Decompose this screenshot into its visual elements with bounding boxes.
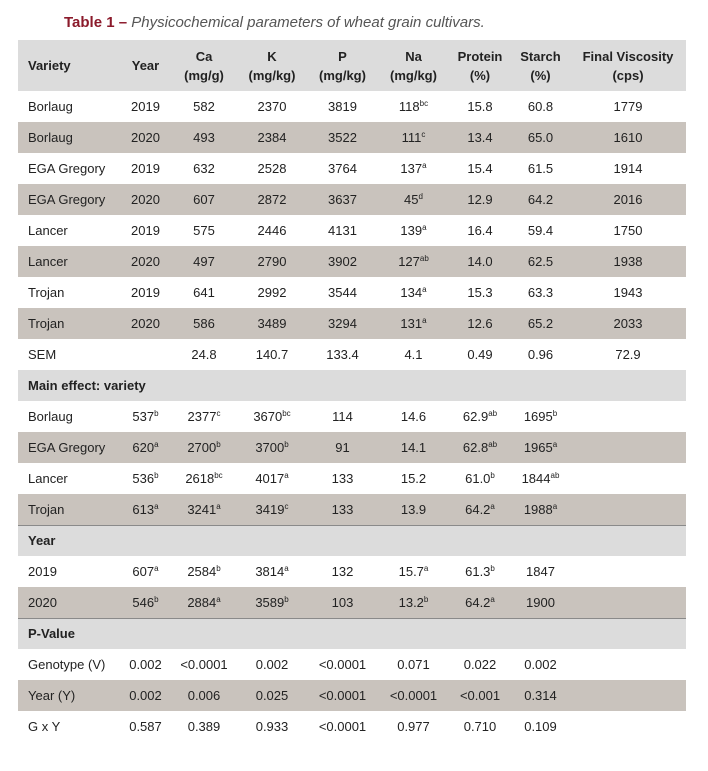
cell-viscosity: 2016 <box>613 192 643 207</box>
cell-value: 3814$^a$ <box>255 564 289 579</box>
cell-protein: 12.9 <box>467 192 493 207</box>
cell-value: 15.2 <box>400 471 427 486</box>
cell-value: 14.6 <box>400 409 427 424</box>
cell-value: 13.9 <box>400 501 427 517</box>
cell-ca: 493 <box>193 130 215 145</box>
cell-na: 137$^a$ <box>400 161 427 176</box>
cell-na: 139$^a$ <box>400 223 427 238</box>
header-protein: Protein (%) <box>457 48 503 83</box>
cell-value: 15.7$^a$ <box>398 564 429 579</box>
cell-value: 2377$^c$ <box>187 409 221 424</box>
cell-value: 2884$^a$ <box>187 594 221 610</box>
sem-na: 4.1 <box>404 347 423 362</box>
sem-p: 133.4 <box>326 347 359 362</box>
table-row <box>18 587 686 618</box>
cell-value: 537$^b$ <box>132 409 159 424</box>
cell-value: 2584$^b$ <box>187 564 221 579</box>
cell-ca: 575 <box>193 223 215 238</box>
table-row <box>18 246 686 277</box>
cell-variety: Borlaug <box>28 409 73 424</box>
cell-value: 4017$^a$ <box>255 471 289 486</box>
cell-value: 133 <box>331 501 354 517</box>
section-heading-row <box>18 618 686 649</box>
section-heading-pvalue: P-Value <box>18 618 686 649</box>
table-row <box>18 215 686 246</box>
cell-year: 2019 <box>131 99 160 114</box>
cell-value: 62.8$^{ab}$ <box>462 440 498 455</box>
cell-variety: EGA Gregory <box>28 192 106 207</box>
cell-variety: EGA Gregory <box>28 161 106 176</box>
header-ca: Ca (mg/g) <box>184 48 224 83</box>
cell-value: 133 <box>331 471 354 486</box>
cell-ca: 582 <box>193 99 215 114</box>
cell-value: 0.071 <box>397 657 430 672</box>
cell-viscosity: 1750 <box>613 223 643 238</box>
cell-effect-label: G x Y <box>28 719 61 734</box>
cell-viscosity: 2033 <box>613 316 643 331</box>
cell-variety: Borlaug <box>28 130 73 145</box>
cell-value: $2618^{bc}$ <box>185 471 223 486</box>
table-row <box>18 649 686 680</box>
sem-row <box>18 339 686 370</box>
cell-variety: Trojan <box>28 316 65 331</box>
table-caption <box>64 14 485 31</box>
cell-k: 2384 <box>257 130 287 145</box>
table-row <box>18 184 686 215</box>
table-row <box>18 91 686 122</box>
cell-value: 1988$^a$ <box>523 501 558 517</box>
cell-value: 1965$^a$ <box>523 440 558 455</box>
header-na: Na (mg/kg) <box>390 48 437 83</box>
cell-variety: Borlaug <box>28 99 73 114</box>
cell-variety: Lancer <box>28 471 68 486</box>
cell-value: 0.109 <box>524 719 557 734</box>
cell-k: 2872 <box>257 192 287 207</box>
cell-protein: 14.0 <box>467 254 493 269</box>
cell-value: <0.0001 <box>318 657 367 672</box>
table-row <box>18 401 686 432</box>
cell-value: 13.2$^b$ <box>398 594 429 610</box>
cell-na: $127^{ab}$ <box>398 254 429 269</box>
sem-ca: 24.8 <box>191 347 217 362</box>
cell-value: 64.2$^a$ <box>465 594 495 610</box>
cell-na: 134$^a$ <box>400 285 427 300</box>
cell-k: 3489 <box>257 316 287 331</box>
cell-ca: 607 <box>193 192 215 207</box>
cell-starch: 65.0 <box>527 130 554 145</box>
section-heading-year: Year <box>18 525 686 556</box>
table-row <box>18 153 686 184</box>
cell-starch: 59.4 <box>527 223 554 238</box>
cell-viscosity: 1914 <box>613 161 643 176</box>
table-row <box>18 711 686 742</box>
cell-variety: Trojan <box>28 501 65 517</box>
cell-k: 2370 <box>257 99 287 114</box>
cell-p: 3522 <box>328 130 357 145</box>
cell-year-label: 2020 <box>28 594 57 610</box>
table-row <box>18 432 686 463</box>
header-viscosity: Final Viscosity (cps) <box>582 48 674 83</box>
cell-year: 2019 <box>131 161 160 176</box>
cell-year: 2020 <box>131 130 160 145</box>
cell-k: 2790 <box>257 254 287 269</box>
cell-protein: 15.3 <box>467 285 493 300</box>
cell-value: 0.389 <box>187 719 221 734</box>
cell-protein: 15.4 <box>467 161 493 176</box>
cell-ca: 497 <box>193 254 215 269</box>
table-row <box>18 122 686 153</box>
header-variety: Variety <box>28 58 71 73</box>
cell-starch: 60.8 <box>527 99 554 114</box>
cell-value: <0.001 <box>459 688 501 703</box>
cell-value: 620$^a$ <box>132 440 159 455</box>
cell-year-label: 2019 <box>28 564 57 579</box>
cell-value: 2700$^b$ <box>187 440 221 455</box>
data-table <box>18 40 686 742</box>
cell-variety: Lancer <box>28 223 68 238</box>
cell-value: 0.022 <box>463 657 497 672</box>
sem-protein: 0.49 <box>467 347 493 362</box>
cell-value: 14.1 <box>400 440 427 455</box>
cell-viscosity: 1779 <box>613 99 643 114</box>
cell-effect-label: Genotype (V) <box>28 657 106 672</box>
cell-value: 64.2$^a$ <box>465 501 495 517</box>
cell-k: 2528 <box>257 161 287 176</box>
cell-p: 3637 <box>328 192 357 207</box>
cell-value: 3589$^b$ <box>255 594 289 610</box>
cell-value: 0.002 <box>129 657 162 672</box>
cell-effect-label: Year (Y) <box>28 688 76 703</box>
cell-value: 0.314 <box>524 688 557 703</box>
cell-protein: 15.8 <box>467 99 493 114</box>
cell-protein: 12.6 <box>467 316 493 331</box>
cell-protein: 16.4 <box>467 223 493 238</box>
header-p: P (mg/kg) <box>319 48 366 83</box>
table-row <box>18 277 686 308</box>
cell-value: <0.0001 <box>318 688 367 703</box>
cell-value: 91 <box>335 440 350 455</box>
cell-protein: 13.4 <box>467 130 493 145</box>
cell-starch: 64.2 <box>527 192 554 207</box>
cell-year: 2020 <box>131 254 160 269</box>
table-row <box>18 463 686 494</box>
cell-value: 0.025 <box>255 688 289 703</box>
cell-year: 2019 <box>131 223 160 238</box>
header-k: K (mg/kg) <box>248 48 296 83</box>
cell-value: 3419$^c$ <box>255 501 289 517</box>
cell-value: 114 <box>332 409 353 424</box>
cell-value: <0.0001 <box>318 719 367 734</box>
cell-p: 3902 <box>328 254 357 269</box>
table-row <box>18 680 686 711</box>
cell-year: 2020 <box>131 316 160 331</box>
cell-value: <0.0001 <box>389 688 438 703</box>
table-row <box>18 556 686 587</box>
cell-na: 131$^a$ <box>400 316 427 331</box>
cell-value: 607$^a$ <box>132 564 159 579</box>
cell-viscosity: 1938 <box>613 254 643 269</box>
cell-ca: 641 <box>193 285 215 300</box>
cell-na: 45$^d$ <box>404 192 423 207</box>
cell-k: 2446 <box>257 223 287 238</box>
cell-value: 0.006 <box>187 688 221 703</box>
cell-value: 0.977 <box>397 719 430 734</box>
sem-viscosity: 72.9 <box>615 347 641 362</box>
cell-k: 2992 <box>257 285 287 300</box>
cell-viscosity: 1943 <box>613 285 643 300</box>
sem-label: SEM <box>28 347 57 362</box>
cell-value: 0.710 <box>463 719 497 734</box>
cell-p: 3819 <box>328 99 357 114</box>
cell-value: 3241$^a$ <box>187 501 221 517</box>
cell-starch: 65.2 <box>527 316 554 331</box>
cell-value: 1847 <box>526 564 555 579</box>
cell-variety: Lancer <box>28 254 68 269</box>
cell-value: 132 <box>331 564 354 579</box>
cell-ca: 586 <box>193 316 215 331</box>
cell-value: $3670^{bc}$ <box>253 409 291 424</box>
cell-p: 3294 <box>328 316 357 331</box>
sem-starch: 0.96 <box>527 347 554 362</box>
cell-value: 0.587 <box>129 719 162 734</box>
cell-value: 546$^b$ <box>132 594 159 610</box>
cell-p: 3544 <box>328 285 357 300</box>
cell-na: 111$^c$ <box>401 130 426 145</box>
cell-value: 0.002 <box>129 688 162 703</box>
cell-value: 103 <box>331 594 354 610</box>
cell-viscosity: 1610 <box>613 130 643 145</box>
cell-value: 3700$^b$ <box>255 440 289 455</box>
cell-value: 0.933 <box>255 719 289 734</box>
cell-value: 536$^b$ <box>132 471 159 486</box>
cell-na: $118^{bc}$ <box>398 99 429 114</box>
cell-ca: 632 <box>193 161 215 176</box>
cell-starch: 61.5 <box>527 161 554 176</box>
cell-value: 613$^a$ <box>132 501 159 517</box>
cell-starch: 62.5 <box>527 254 554 269</box>
cell-value: 61.3$^b$ <box>465 564 495 579</box>
cell-value: <0.0001 <box>180 657 228 672</box>
cell-year: 2020 <box>131 192 160 207</box>
table-row <box>18 308 686 339</box>
cell-year: 2019 <box>131 285 160 300</box>
header-row <box>18 40 686 91</box>
table-caption-text: Physicochemical parameters of wheat grain cultivars. <box>131 14 485 31</box>
cell-value: 0.002 <box>255 657 289 672</box>
table-caption-label: Table 1 – <box>64 14 128 31</box>
section-heading-main-effect: Main effect: variety <box>28 378 146 393</box>
cell-variety: EGA Gregory <box>28 440 106 455</box>
header-starch: Starch (%) <box>520 48 561 83</box>
section-heading-row <box>18 525 686 556</box>
cell-value: 62.9$^{ab}$ <box>462 409 498 424</box>
sem-k: 140.7 <box>255 347 289 362</box>
section-heading-row <box>18 370 686 401</box>
cell-value: 1695$^b$ <box>523 409 558 424</box>
cell-starch: 63.3 <box>527 285 554 300</box>
cell-value: 61.0$^b$ <box>465 471 495 486</box>
cell-variety: Trojan <box>28 285 65 300</box>
cell-p: 4131 <box>328 223 357 238</box>
cell-value: 0.002 <box>524 657 557 672</box>
cell-value: 1900 <box>526 594 555 610</box>
header-year: Year <box>131 58 160 73</box>
cell-value: $1844^{ab}$ <box>521 471 560 486</box>
cell-p: 3764 <box>328 161 357 176</box>
table-row <box>18 494 686 525</box>
